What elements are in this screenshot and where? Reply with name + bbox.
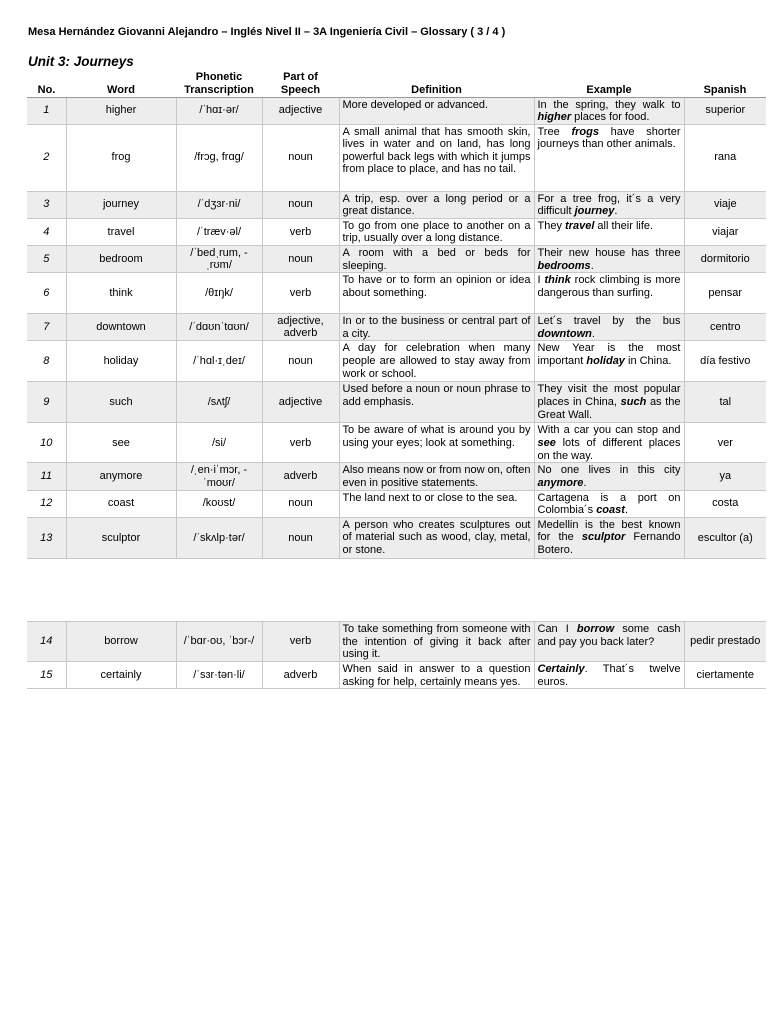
entry-part-of-speech: verb: [262, 273, 339, 314]
entry-number: 14: [27, 622, 66, 662]
entry-definition: More developed or advanced.: [339, 97, 534, 124]
entry-phonetic: /ˈdɑʊnˈtɑʊn/: [176, 314, 262, 341]
example-keyword: sculptor: [581, 531, 626, 544]
entry-example: [534, 246, 684, 273]
entry-definition: Also means now or from now on, often even in positive statements.: [339, 463, 534, 490]
entry-phonetic: /sʌtʃ/: [176, 382, 262, 423]
column-header-part-of-speech: Part of Speech: [262, 68, 339, 97]
entry-definition: A room with a bed or beds for sleeping.: [339, 246, 534, 273]
entry-phonetic: /ˈbɑr·oʊ, ˈbɔr-/: [176, 622, 262, 662]
entry-word: bedroom: [66, 246, 176, 273]
document-header: Mesa Hernández Giovanni Alejandro – Inglés Nivel II – 3A Ingeniería Civil – Glossary ( 3 / 4 ): [28, 26, 506, 38]
entry-phonetic: /ˈhɑl·ɪˌdeɪ/: [176, 341, 262, 382]
example-keyword: think: [544, 274, 571, 287]
entry-word: frog: [66, 124, 176, 191]
entry-spanish: viaje: [684, 191, 766, 218]
example-text: rock climbing is more dangerous than surfing.: [537, 274, 681, 299]
example-keyword: journey: [574, 205, 615, 218]
entry-word: coast: [66, 490, 176, 517]
entry-part-of-speech: noun: [262, 124, 339, 191]
example-text: With a car you can stop and: [537, 424, 681, 437]
entry-word: downtown: [66, 314, 176, 341]
entry-part-of-speech: noun: [262, 191, 339, 218]
entry-number: 1: [27, 97, 66, 124]
entry-word: certainly: [66, 662, 176, 689]
column-header-example: Example: [534, 68, 684, 97]
entry-part-of-speech: verb: [262, 423, 339, 463]
table-row: [27, 622, 766, 662]
entry-spanish: día festivo: [684, 341, 766, 382]
entry-number: 13: [27, 517, 66, 558]
entry-word: holiday: [66, 341, 176, 382]
example-text: .: [590, 259, 594, 272]
entry-example: [534, 517, 684, 558]
example-text: .: [624, 504, 628, 517]
table-row: [27, 490, 766, 517]
entry-definition: To be aware of what is around you by using your eyes; look at something.: [339, 423, 534, 463]
entry-phonetic: /θɪŋk/: [176, 273, 262, 314]
example-keyword: bedrooms: [537, 259, 591, 272]
column-header-spanish: Spanish: [684, 68, 766, 97]
entry-word: anymore: [66, 463, 176, 490]
entry-spanish: ya: [684, 463, 766, 490]
entry-part-of-speech: adverb: [262, 662, 339, 689]
entry-spanish: tal: [684, 382, 766, 423]
glossary-body-continued: [27, 622, 766, 689]
entry-phonetic: /ˈskʌlp·tər/: [176, 517, 262, 558]
table-row: [27, 662, 766, 689]
table-row: [27, 97, 766, 124]
entry-part-of-speech: noun: [262, 490, 339, 517]
example-text: They visit the most popular places in China,: [537, 383, 681, 409]
example-text: places for food.: [571, 111, 650, 124]
column-header-word: Word: [66, 68, 176, 97]
example-keyword: holiday: [586, 355, 625, 368]
example-text: Can I: [537, 623, 577, 635]
entry-definition: A trip, esp. over a long period or a great distance.: [339, 191, 534, 218]
entry-word: see: [66, 423, 176, 463]
entry-phonetic: /ˈhɑɪ·ər/: [176, 97, 262, 124]
table-row: [27, 423, 766, 463]
example-text: No one lives in this city: [537, 464, 681, 477]
example-text: .: [614, 205, 618, 218]
entry-spanish: rana: [684, 124, 766, 191]
table-row: [27, 382, 766, 423]
entry-example: [534, 124, 684, 191]
entry-example: [534, 662, 684, 689]
example-keyword: anymore: [537, 477, 584, 490]
entry-number: 4: [27, 218, 66, 245]
entry-example: [534, 490, 684, 517]
glossary-table-continued: [27, 621, 766, 689]
entry-spanish: viajar: [684, 218, 766, 245]
entry-spanish: ciertamente: [684, 662, 766, 689]
table-row: [27, 341, 766, 382]
entry-number: 8: [27, 341, 66, 382]
entry-spanish: escultor (a): [684, 517, 766, 558]
table-row: [27, 246, 766, 273]
entry-definition: To go from one place to another on a trip, usually over a long distance.: [339, 218, 534, 245]
entry-example: [534, 622, 684, 662]
entry-definition: Used before a noun or noun phrase to add emphasis.: [339, 382, 534, 423]
entry-definition: The land next to or close to the sea.: [339, 490, 534, 517]
example-text: some cash and pay you back later?: [537, 623, 681, 648]
entry-example: [534, 191, 684, 218]
entry-part-of-speech: verb: [262, 218, 339, 245]
entry-word: such: [66, 382, 176, 423]
entry-number: 7: [27, 314, 66, 341]
example-text: .: [583, 477, 587, 490]
entry-example: [534, 382, 684, 423]
entry-phonetic: /koʊst/: [176, 490, 262, 517]
example-keyword: travel: [565, 219, 595, 232]
example-text: lots of different places on the way.: [537, 437, 681, 462]
entry-spanish: pedir prestado: [684, 622, 766, 662]
example-text: For a tree frog, it´s a very difficult: [537, 192, 681, 218]
entry-example: [534, 273, 684, 314]
glossary-body: [27, 97, 766, 558]
entry-number: 6: [27, 273, 66, 314]
entry-definition: A person who creates sculptures out of material such as wood, clay, metal, or stone.: [339, 517, 534, 558]
example-text: Their new house has three: [537, 247, 681, 260]
entry-number: 12: [27, 490, 66, 517]
entry-phonetic: /ˈdʒɜr·ni/: [176, 191, 262, 218]
example-text: Let´s travel by the bus: [537, 315, 681, 328]
entry-number: 3: [27, 191, 66, 218]
entry-part-of-speech: adjective, adverb: [262, 314, 339, 341]
entry-spanish: superior: [684, 97, 766, 124]
example-text: In the spring, they walk to: [537, 98, 681, 111]
entry-word: borrow: [66, 622, 176, 662]
entry-definition: A day for celebration when many people are allowed to stay away from work or school.: [339, 341, 534, 382]
entry-part-of-speech: noun: [262, 246, 339, 273]
entry-example: [534, 423, 684, 463]
example-text: Tree: [537, 125, 572, 138]
entry-number: 5: [27, 246, 66, 273]
example-keyword: downtown: [537, 327, 592, 340]
example-keyword: such: [620, 396, 647, 409]
example-text: as the Great Wall.: [537, 396, 681, 421]
entry-part-of-speech: noun: [262, 341, 339, 382]
entry-part-of-speech: noun: [262, 517, 339, 558]
example-text: New Year is the most important: [537, 342, 681, 368]
entry-phonetic: /ˈtræv·əl/: [176, 218, 262, 245]
example-text: They: [537, 219, 566, 232]
example-text: in China.: [624, 355, 672, 368]
entry-number: 2: [27, 124, 66, 191]
entry-spanish: costa: [684, 490, 766, 517]
glossary-table: [27, 68, 766, 559]
entry-part-of-speech: verb: [262, 622, 339, 662]
column-header-no: No.: [27, 68, 66, 97]
column-header-phonetic: Phonetic Transcription: [176, 68, 262, 97]
table-row: [27, 191, 766, 218]
example-text: Cartagena is a port on Colombia´s: [537, 491, 681, 517]
example-keyword: Certainly: [537, 663, 585, 675]
entry-definition: A small animal that has smooth skin, lives in water and on land, has long powerful back legs with which it jumps from place to place, and has no tail.: [339, 124, 534, 191]
example-text: . That´s twelve euros.: [537, 663, 681, 688]
entry-word: journey: [66, 191, 176, 218]
entry-word: travel: [66, 218, 176, 245]
entry-example: [534, 97, 684, 124]
table-row: [27, 314, 766, 341]
example-text: I: [537, 274, 545, 287]
example-text: all their life.: [594, 219, 654, 232]
entry-example: [534, 341, 684, 382]
entry-part-of-speech: adjective: [262, 97, 339, 124]
entry-definition: To take something from someone with the intention of giving it back after using it.: [339, 622, 534, 662]
entry-number: 15: [27, 662, 66, 689]
entry-word: sculptor: [66, 517, 176, 558]
example-keyword: frogs: [571, 125, 599, 138]
entry-number: 11: [27, 463, 66, 490]
example-keyword: higher: [537, 111, 572, 124]
entry-definition: In or to the business or central part of a city.: [339, 314, 534, 341]
example-keyword: see: [537, 437, 556, 450]
entry-spanish: centro: [684, 314, 766, 341]
unit-title: Unit 3: Journeys: [28, 54, 134, 69]
entry-part-of-speech: adjective: [262, 382, 339, 423]
entry-part-of-speech: adverb: [262, 463, 339, 490]
entry-phonetic: /ˈsɜr·tən·li/: [176, 662, 262, 689]
entry-example: [534, 463, 684, 490]
example-text: Medellin is the best known for the: [537, 518, 681, 544]
entry-word: higher: [66, 97, 176, 124]
table-row: [27, 218, 766, 245]
entry-number: 10: [27, 423, 66, 463]
entry-definition: To have or to form an opinion or idea about something.: [339, 273, 534, 314]
table-row: [27, 517, 766, 558]
entry-example: [534, 314, 684, 341]
table-row: [27, 273, 766, 314]
table-row: [27, 463, 766, 490]
example-text: Fernando Botero.: [537, 531, 681, 556]
entry-spanish: ver: [684, 423, 766, 463]
entry-spanish: dormitorio: [684, 246, 766, 273]
example-keyword: coast: [596, 504, 625, 517]
example-text: have shorter journeys than other animals.: [537, 125, 681, 151]
example-text: .: [591, 327, 595, 340]
entry-phonetic: /frɔg, frɑg/: [176, 124, 262, 191]
entry-definition: When said in answer to a question asking for help, certainly means yes.: [339, 662, 534, 689]
example-keyword: borrow: [576, 623, 615, 635]
table-header-row: [27, 68, 766, 97]
entry-word: think: [66, 273, 176, 314]
entry-number: 9: [27, 382, 66, 423]
entry-phonetic: /ˈbedˌrum, -ˌrʊm/: [176, 246, 262, 273]
entry-phonetic: /ˌen·iˈmɔr, -ˈmoʊr/: [176, 463, 262, 490]
table-row: [27, 124, 766, 191]
entry-example: [534, 218, 684, 245]
column-header-definition: Definition: [339, 68, 534, 97]
entry-spanish: pensar: [684, 273, 766, 314]
entry-phonetic: /si/: [176, 423, 262, 463]
